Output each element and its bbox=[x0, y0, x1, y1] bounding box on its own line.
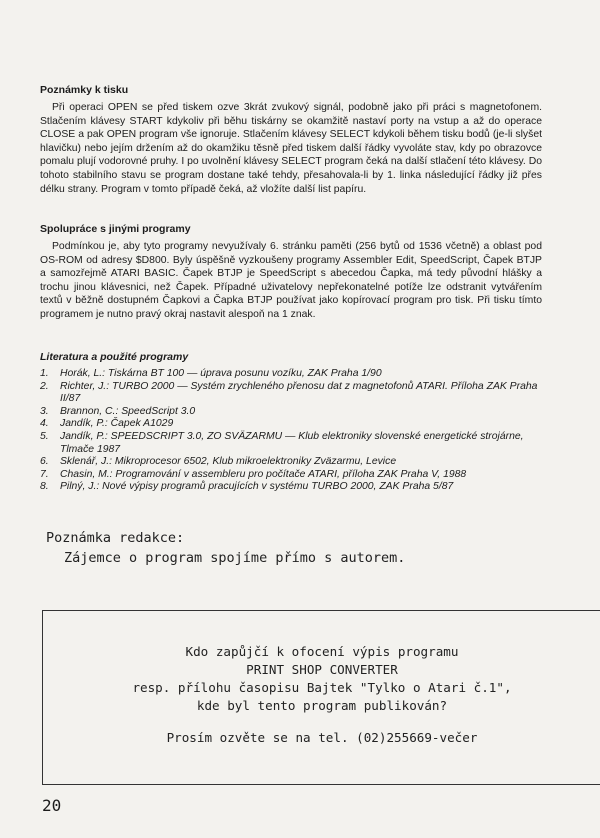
request-line: resp. přílohu časopisu Bajtek "Tylko o Atari č.1", bbox=[132, 680, 512, 695]
list-item bbox=[40, 469, 550, 482]
request-contact: Prosím ozvěte se na tel. (02)255669-večer bbox=[166, 730, 478, 745]
section-heading-notes: Poznámky k tisku bbox=[40, 84, 129, 96]
list-item-text: Horák, L.: Tiskárna BT 100 — úprava posunu vozíku, ZAK Praha 1/90 bbox=[60, 368, 382, 379]
section-heading-cooperation: Spolupráce s jinými programy bbox=[40, 223, 191, 235]
editor-note-text: Zájemce o program spojíme přímo s autorem. bbox=[64, 550, 406, 566]
list-item-number: 6. bbox=[40, 456, 49, 468]
list-item-text: Sklenář, J.: Mikroprocesor 6502, Klub mikroelektroniky Zväzarmu, Levice bbox=[60, 456, 397, 468]
list-item-number: 2. bbox=[40, 380, 49, 392]
list-item bbox=[40, 368, 550, 381]
list-item bbox=[40, 431, 550, 456]
list-item-number: 4. bbox=[40, 418, 49, 430]
editor-note-title: Poznámka redakce: bbox=[46, 530, 185, 546]
list-item bbox=[40, 381, 550, 406]
list-item-number: 5. bbox=[40, 430, 49, 442]
request-line: kde byl tento program publikován? bbox=[196, 698, 448, 713]
list-item-text: Pilný, J.: Nové výpisy programů pracujících v systému TURBO 2000, ZAK Praha 5/87 bbox=[60, 481, 454, 493]
list-item-text: Richter, J.: TURBO 2000 — Systém zrychleného přenosu dat z magnetofonů ATARI. Příloha ZAK Praha II/87 bbox=[60, 380, 538, 405]
list-item-text: Chasin, M.: Programování v assembleru pro počítače ATARI, příloha ZAK Praha V, 1988 bbox=[60, 468, 467, 480]
list-item-text: Brannon, C.: SpeedScript 3.0 bbox=[60, 405, 196, 417]
list-item-text: Jandík, P.: SPEEDSCRIPT 3.0, ZO SVÄZARMU — Klub elektroniky slovenské energetické strojárne, Tlmače 1987 bbox=[60, 430, 524, 455]
list-item-number: 3. bbox=[40, 405, 49, 417]
section-heading-literature: Literatura a použité programy bbox=[40, 351, 189, 363]
list-item-number: 1. bbox=[40, 368, 49, 379]
page-number: 20 bbox=[42, 796, 62, 815]
list-item-number: 8. bbox=[40, 481, 49, 493]
list-item bbox=[40, 481, 550, 494]
notes-paragraph: Při operaci OPEN se před tiskem ozve 3krát zvukový signál, podobně jako při práci s magnetofonem. Stlačením klávesy START kdykoliv při běhu tiskárny se okamžitě nastaví porty na vstup a až do operace CLOSE a pak OPEN program vše ignoruje. Stlačením klávesy SELECT kdykoli během tisku bodů (je-li slyšet hlavičku) nebo jejím držením až do okamžiku těsně před tiskem další řádky vyvoláte stav, kdy po obrazovce pomalu plují vodorovné pruhy. I po uvolnění klávesy SELECT program čeká na další stlačení této klávesy. Do tohoto stabilního stavu se program dostane také tehdy, přesahovala-li by 1. linka následující řádky již přes délku strany. Program v tomto případě čeká, až vložíte další list papíru. bbox=[40, 102, 542, 195]
list-item bbox=[40, 406, 550, 419]
request-line: Kdo zapůjčí k ofocení výpis programu bbox=[185, 644, 459, 659]
request-box-text bbox=[43, 643, 600, 747]
list-item-number: 7. bbox=[40, 468, 49, 480]
request-line: PRINT SHOP CONVERTER bbox=[246, 662, 398, 677]
request-box bbox=[42, 610, 600, 785]
literature-list bbox=[40, 368, 550, 494]
editor-note bbox=[46, 528, 405, 568]
list-item-text: Jandík, P.: Čapek A1029 bbox=[60, 418, 174, 430]
cooperation-paragraph: Podmínkou je, aby tyto programy nevyužívaly 6. stránku paměti (256 bytů od 1536 včetně) a oblast pod OS-ROM od adresy $D800. Byly úspěšně vyzkoušeny programy Assembler Edit, SpeedScript, Čapek BTJP a samozřejmě ATARI BASIC. Čapek BTJP je SpeedScript s abecedou Čapka, má tedy původní hlášky a trochu jinou klávesnici, než Čapek. Případné uživatelovy nepřekonatelné potíže lze odstranit vytvářením textů v běžně dostupném Čapkovi a Čapka BTJP používat jako kopírovací program pro tisk. Při tisku tímto programem je nutno pravý okraj nastavit alespoň na 1 znak. bbox=[40, 241, 542, 320]
list-item bbox=[40, 456, 550, 469]
list-item bbox=[40, 418, 550, 431]
